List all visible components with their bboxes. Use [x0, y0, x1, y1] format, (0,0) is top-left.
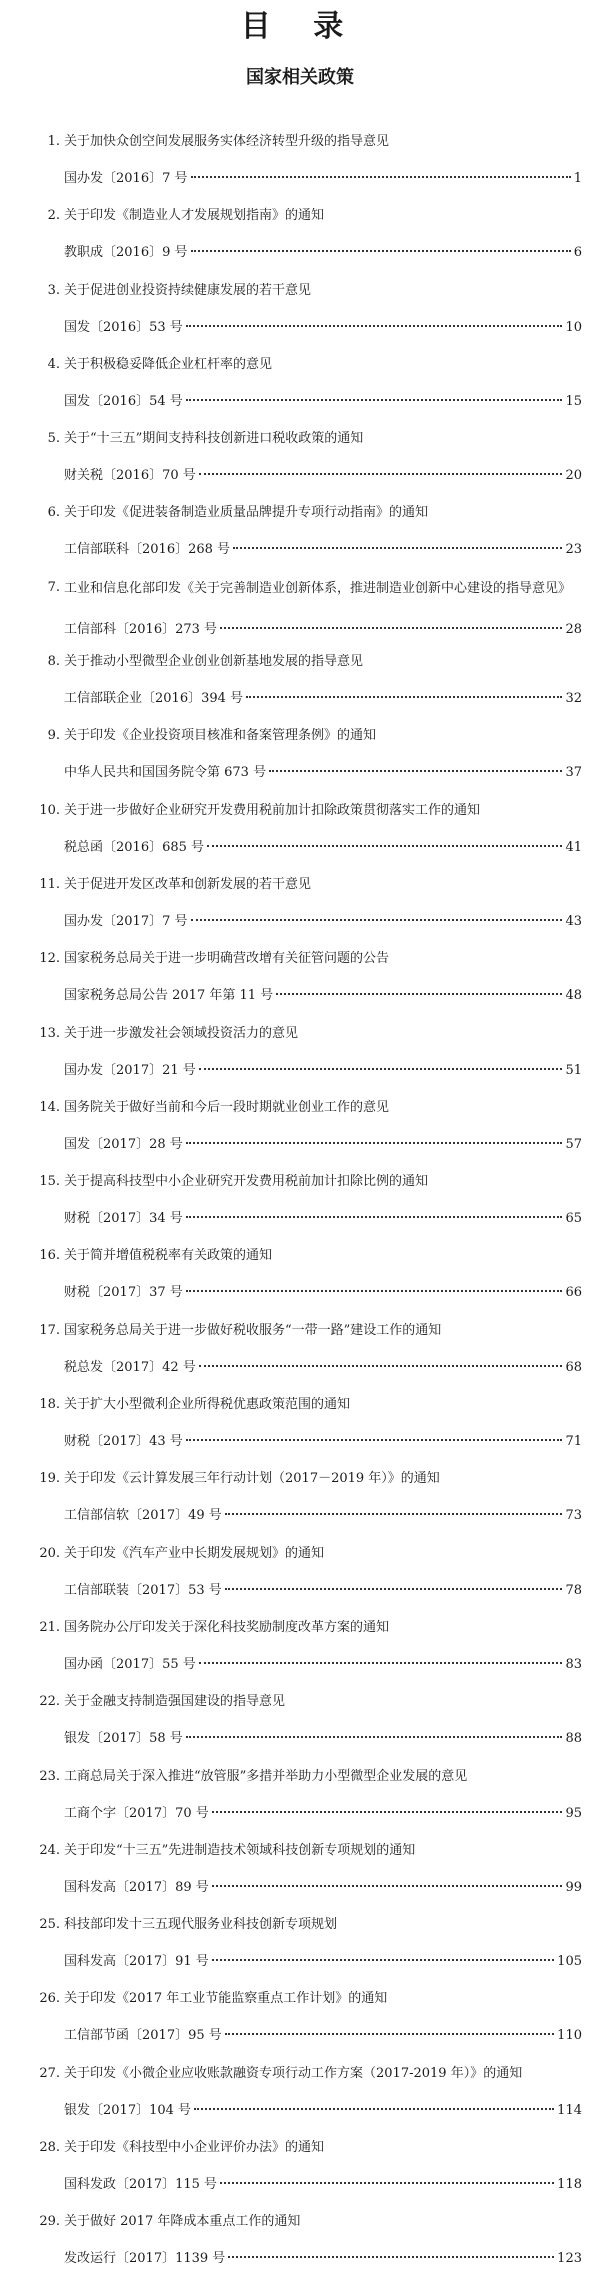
dot-leader	[199, 1365, 563, 1367]
toc-entry-title: 关于简并增值税税率有关政策的通知	[64, 1248, 273, 1264]
toc-entry[interactable]	[0, 202, 600, 276]
toc-entry-doc-number: 工信部信软〔2017〕49 号	[64, 1508, 222, 1524]
toc-entry-doc-line	[64, 1581, 582, 1601]
dot-leader	[191, 176, 571, 178]
page-title: 目 录	[240, 9, 360, 44]
toc-entry[interactable]	[0, 277, 600, 351]
toc-entry-page-number: 48	[565, 988, 582, 1004]
toc-entry-number: 27.	[39, 2065, 60, 2081]
toc-entry-doc-line	[64, 1209, 582, 1229]
toc-entry-number: 8.	[47, 654, 60, 670]
toc-entry-doc-line	[64, 1506, 582, 1526]
toc-entry-doc-number: 财税〔2017〕37 号	[64, 1285, 183, 1301]
toc-entry-page-number: 23	[565, 542, 582, 558]
dot-leader	[212, 1959, 554, 1961]
toc-entry-doc-number: 工信部节函〔2017〕95 号	[64, 2028, 222, 2044]
dot-leader	[220, 627, 562, 629]
toc-entry-page-number: 28	[565, 621, 582, 637]
toc-entry-title: 关于印发“十三五”先进制造技术领域科技创新专项规划的通知	[64, 1842, 416, 1858]
dot-leader	[276, 993, 562, 995]
toc-entry-number: 19.	[39, 1471, 60, 1487]
toc-entry[interactable]	[0, 1614, 600, 1688]
toc-entry-page-number: 57	[565, 1136, 582, 1152]
toc-entry-doc-line	[64, 2101, 582, 2121]
toc-entry-page-number: 66	[565, 1285, 582, 1301]
toc-entry-doc-number: 国科发高〔2017〕89 号	[64, 1879, 209, 1895]
dot-leader	[186, 1439, 563, 1441]
toc-entry-doc-line	[64, 1358, 582, 1378]
toc-entry-page-number: 20	[565, 468, 582, 484]
toc-entry-number: 3.	[47, 282, 60, 298]
toc-entry-doc-line	[64, 1283, 582, 1303]
dot-leader	[212, 1885, 563, 1887]
dot-leader	[225, 1588, 563, 1590]
toc-entry-number: 26.	[39, 1991, 60, 2007]
toc-entry-doc-line	[64, 392, 582, 412]
toc-entry-number: 9.	[47, 728, 60, 744]
toc-entry-doc-line	[64, 1135, 582, 1155]
toc-entry-doc-line	[64, 1952, 582, 1972]
toc-entry-doc-number: 财关税〔2016〕70 号	[64, 468, 196, 484]
toc-entry-title: 国务院关于做好当前和今后一段时期就业创业工作的意见	[64, 1099, 390, 1115]
toc-entry-title: 关于进一步激发社会领域投资活力的意见	[64, 1025, 299, 1041]
toc-entry-title: 关于扩大小型微利企业所得税优惠政策范围的通知	[64, 1397, 351, 1413]
dot-leader	[246, 696, 562, 698]
toc-entry-doc-number: 税总函〔2016〕685 号	[64, 839, 205, 855]
toc-entry[interactable]	[0, 648, 600, 722]
toc-entry-number: 25.	[39, 1917, 60, 1933]
toc-entry-title: 工商总局关于深入推进“放管服”多措并举助力小型微型企业发展的意见	[64, 1768, 468, 1784]
toc-entry-doc-line	[64, 1655, 582, 1675]
dot-leader	[186, 1142, 563, 1144]
toc-entry-doc-number: 工信部联企业〔2016〕394 号	[64, 691, 244, 707]
toc-entry-title: 国家税务总局关于进一步做好税收服务“一带一路”建设工作的通知	[64, 1322, 442, 1338]
toc-entry-page-number: 43	[565, 913, 582, 929]
toc-entry-doc-line	[64, 2249, 582, 2269]
dot-leader	[199, 1068, 563, 1070]
toc-entry-page-number: 83	[565, 1656, 582, 1672]
toc-entry-title: 关于提高科技型中小企业研究开发费用税前加计扣除比例的通知	[64, 1174, 429, 1190]
toc-entry-doc-number: 国办发〔2017〕7 号	[64, 913, 188, 929]
toc-entry-title: 科技部印发十三五现代服务业科技创新专项规划	[64, 1917, 338, 1933]
toc-entry-page-number: 32	[565, 691, 582, 707]
toc-entry-doc-number: 国办发〔2017〕21 号	[64, 1062, 196, 1078]
toc-entry-doc-line	[64, 466, 582, 486]
toc-entry-title: 关于印发《2017 年工业节能监察重点工作计划》的通知	[64, 1991, 388, 2007]
toc-entry-page-number: 118	[557, 2177, 582, 2193]
toc-entry-page-number: 73	[565, 1508, 582, 1524]
toc-entry[interactable]	[0, 797, 600, 871]
toc-entry-number: 5.	[47, 431, 60, 447]
toc-entry-number: 12.	[39, 951, 60, 967]
toc-entry[interactable]	[0, 1763, 600, 1837]
toc-entry-page-number: 114	[557, 2102, 582, 2118]
toc-entry-doc-number: 教职成〔2016〕9 号	[64, 245, 188, 261]
toc-entry-number: 4.	[47, 356, 60, 372]
toc-entry-number: 23.	[39, 1768, 60, 1784]
toc-entry-doc-line	[64, 1804, 582, 1824]
toc-entry-doc-number: 银发〔2017〕104 号	[64, 2102, 192, 2118]
toc-entry-page-number: 78	[565, 1582, 582, 1598]
toc-entry-number: 17.	[39, 1322, 60, 1338]
toc-entry-doc-line	[64, 2026, 582, 2046]
toc-entry-doc-number: 发改运行〔2017〕1139 号	[64, 2251, 226, 2267]
toc-entry-doc-line	[64, 243, 582, 263]
toc-entry-doc-line	[64, 912, 582, 932]
toc-entry-doc-line	[64, 986, 582, 1006]
toc-entry-number: 28.	[39, 2140, 60, 2156]
toc-entry-title: 关于印发《促进装备制造业质量品牌提升专项行动指南》的通知	[64, 505, 429, 521]
toc-entry-number: 13.	[39, 1025, 60, 1041]
toc-entry-title: 关于推动小型微型企业创业创新基地发展的指导意见	[64, 654, 364, 670]
toc-entry-number: 11.	[39, 876, 60, 892]
toc-entry-number: 14.	[39, 1099, 60, 1115]
toc-entry-doc-line	[64, 169, 582, 189]
toc-entry-doc-number: 国办发〔2016〕7 号	[64, 171, 188, 186]
toc-entry-page-number: 71	[565, 1434, 582, 1450]
toc-entry-doc-number: 国科发政〔2017〕115 号	[64, 2177, 218, 2193]
dot-leader	[212, 1811, 563, 1813]
toc-entry-number: 22.	[39, 1694, 60, 1710]
toc-entry-title: 关于印发《科技型中小企业评价办法》的通知	[64, 2140, 325, 2156]
toc-entry-title: 国家税务总局关于进一步明确营改增有关征管问题的公告	[64, 951, 390, 967]
toc-entry-doc-line	[64, 2175, 582, 2195]
toc-entry-title: 关于“十三五”期间支持科技创新进口税收政策的通知	[64, 431, 364, 447]
toc-entry-doc-number: 国家税务总局公告 2017 年第 11 号	[64, 988, 274, 1004]
dot-leader	[186, 1290, 563, 1292]
toc-entry-title: 关于印发《云计算发展三年行动计划（2017－2019 年）》的通知	[64, 1471, 440, 1487]
toc-entry-title: 关于促进开发区改革和创新发展的若干意见	[64, 876, 312, 892]
toc-entry-doc-line	[64, 838, 582, 858]
toc-entry[interactable]	[0, 1985, 600, 2059]
toc-entry-doc-line	[64, 1061, 582, 1081]
dot-leader	[269, 770, 562, 772]
toc-entry[interactable]	[0, 1168, 600, 1242]
dot-leader	[191, 250, 571, 252]
toc-entry-title: 关于做好 2017 年降成本重点工作的通知	[64, 2214, 301, 2230]
toc-entry-number: 6.	[47, 505, 60, 521]
toc-entry-number: 20.	[39, 1545, 60, 1561]
toc-entry-page-number: 105	[557, 1954, 582, 1970]
toc-entry-doc-line	[64, 1432, 582, 1452]
toc-entry[interactable]	[0, 1911, 600, 1985]
dot-leader	[194, 2108, 554, 2110]
toc-entry-number: 16.	[39, 1248, 60, 1264]
toc-entry[interactable]	[0, 945, 600, 1019]
toc-entry-doc-number: 财税〔2017〕43 号	[64, 1434, 183, 1450]
toc-entry-doc-number: 国办函〔2017〕55 号	[64, 1656, 196, 1672]
toc-entry-title: 关于加快众创空间发展服务实体经济转型升级的指导意见	[64, 134, 390, 149]
toc-entry-page-number: 123	[557, 2251, 582, 2267]
toc-entry-page-number: 51	[565, 1062, 582, 1078]
toc-entry-doc-line	[64, 318, 582, 338]
toc-entry-page-number: 6	[573, 245, 582, 261]
toc-entry-number: 24.	[39, 1842, 60, 1858]
toc-entry-title: 关于积极稳妥降低企业杠杆率的意见	[64, 356, 273, 372]
toc-entry[interactable]	[0, 1837, 600, 1911]
toc-entry-title: 关于印发《企业投资项目核准和备案管理条例》的通知	[64, 728, 377, 744]
toc-entry-doc-line	[64, 1878, 582, 1898]
toc-entry-doc-number: 工信部联科〔2016〕268 号	[64, 542, 231, 558]
toc-entry-doc-number: 国发〔2017〕28 号	[64, 1136, 183, 1152]
toc-entry-doc-line	[64, 540, 582, 560]
toc-entry-doc-line	[64, 620, 582, 640]
toc-entry-page-number: 1	[573, 171, 582, 186]
toc-entry-number: 1.	[47, 134, 60, 149]
toc-entry-page-number: 10	[565, 319, 582, 335]
toc-entry-title: 关于印发《制造业人才发展规划指南》的通知	[64, 208, 325, 224]
toc-entry[interactable]	[0, 871, 600, 945]
toc-entry-doc-number: 工信部联装〔2017〕53 号	[64, 1582, 222, 1598]
dot-leader	[186, 325, 563, 327]
toc-list	[0, 128, 600, 2283]
toc-entry[interactable]	[0, 425, 600, 499]
dot-leader	[225, 2033, 554, 2035]
dot-leader	[186, 1736, 563, 1738]
toc-entry-doc-number: 税总发〔2017〕42 号	[64, 1359, 196, 1375]
dot-leader	[199, 1662, 563, 1664]
toc-entry-doc-line	[64, 1729, 582, 1749]
toc-entry-page-number: 110	[557, 2028, 582, 2044]
section-title: 国家相关政策	[246, 67, 354, 88]
toc-entry[interactable]	[0, 2208, 600, 2282]
toc-entry[interactable]	[0, 1020, 600, 1094]
dot-leader	[186, 399, 563, 401]
toc-entry-title: 关于金融支持制造强国建设的指导意见	[64, 1694, 286, 1710]
toc-entry[interactable]	[0, 128, 600, 202]
toc-entry[interactable]	[0, 1317, 600, 1391]
toc-entry-page-number: 95	[565, 1805, 582, 1821]
toc-entry-number: 15.	[39, 1174, 60, 1190]
dot-leader	[191, 919, 563, 921]
toc-entry[interactable]	[0, 499, 600, 573]
toc-entry-title: 关于促进创业投资持续健康发展的若干意见	[64, 282, 312, 298]
dot-leader	[207, 845, 562, 847]
toc-entry-number: 21.	[39, 1619, 60, 1635]
dot-leader	[228, 2256, 554, 2258]
toc-entry[interactable]	[0, 351, 600, 425]
dot-leader	[225, 1513, 563, 1515]
toc-entry[interactable]	[0, 1688, 600, 1762]
dot-leader	[233, 547, 562, 549]
toc-entry-page-number: 15	[565, 393, 582, 409]
toc-entry-doc-line	[64, 763, 582, 783]
toc-entry-title: 工业和信息化部印发《关于完善制造业创新体系，推进制造业创新中心建设的指导意见》	[64, 580, 572, 596]
toc-entry[interactable]	[0, 1391, 600, 1465]
dot-leader	[220, 2182, 554, 2184]
toc-entry[interactable]	[0, 2134, 600, 2208]
toc-entry-page-number: 37	[565, 765, 582, 781]
toc-entry-title: 关于进一步做好企业研究开发费用税前加计扣除政策贯彻落实工作的通知	[64, 802, 481, 818]
toc-entry-doc-number: 银发〔2017〕58 号	[64, 1731, 183, 1747]
toc-entry-doc-number: 国发〔2016〕53 号	[64, 319, 183, 335]
toc-entry-number: 7.	[47, 579, 60, 595]
toc-entry-page-number: 88	[565, 1731, 582, 1747]
toc-entry-doc-number: 国发〔2016〕54 号	[64, 393, 183, 409]
toc-entry[interactable]	[0, 1094, 600, 1168]
dot-leader	[199, 473, 563, 475]
toc-entry-doc-number: 工信部科〔2016〕273 号	[64, 621, 218, 637]
toc-entry[interactable]	[0, 1465, 600, 1539]
toc-entry-doc-number: 中华人民共和国国务院令第 673 号	[64, 765, 267, 781]
toc-entry-title: 关于印发《小微企业应收账款融资专项行动工作方案（2017-2019 年）》的通知	[64, 2065, 523, 2081]
toc-entry-title: 国务院办公厅印发关于深化科技奖励制度改革方案的通知	[64, 1619, 390, 1635]
toc-entry[interactable]	[0, 722, 600, 796]
toc-entry-doc-line	[64, 689, 582, 709]
toc-entry-doc-number: 财税〔2017〕34 号	[64, 1211, 183, 1227]
dot-leader	[186, 1216, 563, 1218]
toc-entry[interactable]	[0, 2060, 600, 2134]
toc-entry[interactable]	[0, 1540, 600, 1614]
toc-entry-page-number: 41	[565, 839, 582, 855]
toc-entry-number: 29.	[39, 2214, 60, 2230]
toc-entry-doc-number: 工商个字〔2017〕70 号	[64, 1805, 209, 1821]
toc-entry-title: 关于印发《汽车产业中长期发展规划》的通知	[64, 1545, 325, 1561]
toc-entry-page-number: 65	[565, 1211, 582, 1227]
toc-entry-number: 18.	[39, 1397, 60, 1413]
toc-entry-number: 10.	[39, 802, 60, 818]
toc-entry-doc-number: 国科发高〔2017〕91 号	[64, 1954, 209, 1970]
toc-entry[interactable]	[0, 574, 600, 648]
toc-entry[interactable]	[0, 1242, 600, 1316]
toc-entry-number: 2.	[47, 208, 60, 224]
toc-entry-page-number: 68	[565, 1359, 582, 1375]
toc-entry-page-number: 99	[565, 1879, 582, 1895]
